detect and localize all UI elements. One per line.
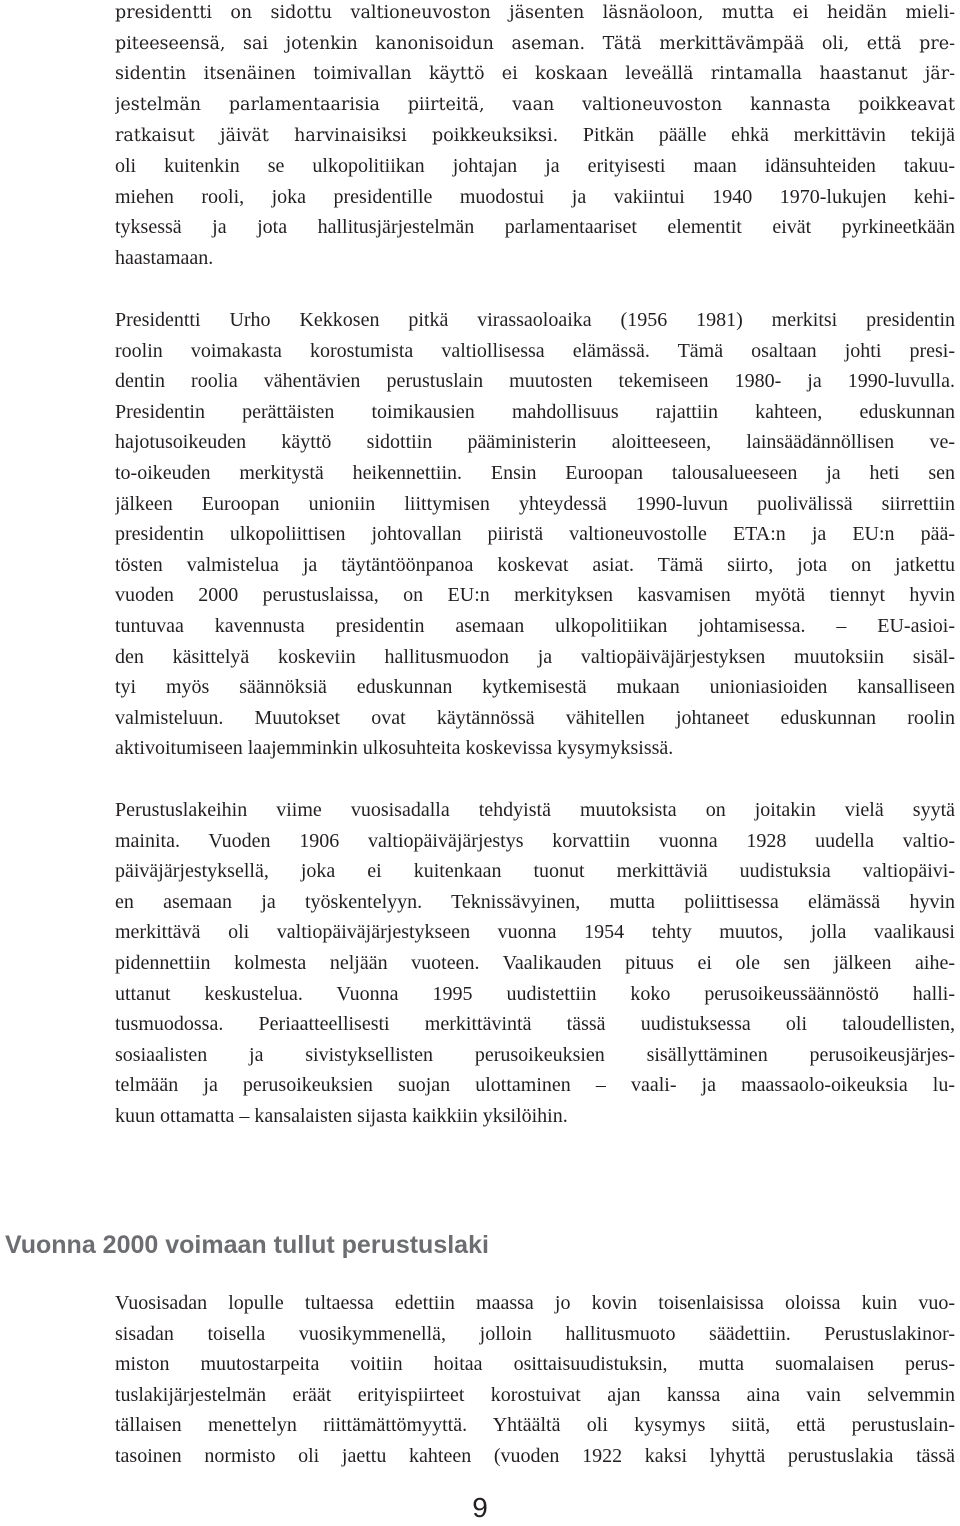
paragraph-line: miehen rooli, joka presidentille muodostui ja vakiintui 1940 1970-lukujen kehi- [115,185,955,208]
paragraph-line: merkittävä oli valtiopäiväjärjestykseen vuonna 1954 tehty muutos, jolla vaalikausi [115,921,955,944]
paragraph-line: tuslakijärjestelmän eräät erityispiirteet korostuivat ajan kanssa aina vain selvemmin [115,1383,955,1406]
paragraph-line: sosiaalisten ja sivistyksellisten perusoikeuksien sisällyttäminen perusoikeusjärjes- [115,1043,955,1066]
paragraph-line: Perustuslakeihin viime vuosisadalla tehdyistä muutoksista on joitakin vielä syytä [115,799,955,821]
paragraph-line: hajotusoikeuden käyttö sidottiin pääministerin aloitteeseen, lainsäädännöllisen ve- [115,431,955,454]
paragraph-line: roolin voimakasta korostumista valtiollisessa elämässä. Tämä osaltaan johti presi- [115,339,955,362]
paragraph-1 [115,0,955,273]
paragraph-line [115,120,955,151]
paragraph-2 [115,305,955,764]
paragraph-line: kuun ottamatta – kansalaisten sijasta kaikkiin yksilöihin. [115,1104,568,1127]
paragraph-line: dentin roolia vähentävien perustuslain muutosten tekemiseen 1980- ja 1990-luvulla. [115,370,955,393]
paragraph-line: haastamaan. [115,246,214,269]
paragraph-line: pidennettiin kolmesta neljään vuoteen. Vaalikauden pituus ei ole sen jälkeen aihe- [115,951,955,974]
paragraph-line: to-oikeuden merkitystä heikennettiin. Ensin Euroopan talousalueeseen ja heti sen [115,461,955,484]
paragraph-line: tösten valmistelua ja täytäntöönpanoa koskevat asiat. Tämä siirto, jota on jatkettu [115,553,955,576]
paragraph-line: aktivoitumiseen laajemminkin ulkosuhteita koskevissa kysymyksissä. [115,737,674,760]
line-segment: ratkaisut jäivät harvinaisiksi poikkeuksiksi. [115,126,559,147]
paragraph-line: oli kuitenkin se ulkopolitiikan johtajan ja erityisesti maan idänsuhteiden takuu- [115,154,955,177]
paragraph-line: tuntuvaa kavennusta presidentin asemaan ulkopolitiikan johtamisessa. – EU-asioi- [115,614,955,637]
paragraph-line: telmään ja perusoikeuksien suojan ulottaminen – vaali- ja maassaolo-oikeuksia lu- [115,1074,955,1097]
paragraph-line: den käsittelyä koskeviin hallitusmuodon ja valtiopäiväjärjestyksen muutoksiin sisäl- [115,645,955,668]
paragraph-line: presidentin ulkopoliittisen johtovallan piiristä valtioneuvostolle ETA:n ja EU:n pää- [115,523,955,546]
line-segment: Pitkän päälle ehkä merkittävin tekijä [582,124,955,147]
paragraph-line: tusmuodossa. Periaatteellisesti merkittävintä tässä uudistuksessa oli taloudellisten, [115,1013,955,1036]
paragraph-line: sidentin itsenäinen toimivallan käyttö ei koskaan leveällä rintamalla haastanut jär- [115,64,955,85]
paragraph-line: jestelmän parlamentaarisia piirteitä, vaan valtioneuvoston kannasta poikkeavat [115,94,955,115]
paragraph-line: valmisteluun. Muutokset ovat käytännössä vähitellen johtaneet eduskunnan roolin [115,706,955,729]
paragraph-line: piteeseensä, sai jotenkin kanonisoidun aseman. Tätä merkittävämpää oli, että pre- [115,33,955,54]
paragraph-line: Presidentti Urho Kekkosen pitkä virassaoloaika (1956 1981) merkitsi presidentin [115,309,955,331]
paragraph-line: vuoden 2000 perustuslaissa, on EU:n merkityksen kasvamisen myötä tiennyt hyvin [115,584,955,607]
paragraph-line: miston muutostarpeita voitiin hoitaa osittaisuudistuksin, mutta suomalaisen perus- [115,1353,955,1376]
paragraph-4 [115,1288,955,1472]
paragraph-line: uttanut keskustelua. Vuonna 1995 uudistettiin koko perusoikeussäännöstö halli- [115,982,955,1005]
paragraph-line: sisadan toisella vuosikymmenellä, jolloin hallitusmuoto säädettiin. Perustuslakinor- [115,1322,955,1345]
page-number: 9 [472,1492,488,1523]
paragraph-3 [115,795,955,1132]
paragraph-line: Vuosisadan lopulle tultaessa edettiin maassa jo kovin toisenlaisissa oloissa kuin vuo- [115,1292,955,1314]
paragraph-line: tyi myös säännöksiä eduskunnan kytkemisestä mukaan unioniasioiden kansalliseen [115,676,955,699]
paragraph-line: presidentti on sidottu valtioneuvoston jäsenten läsnäoloon, mutta ei heidän mieli- [115,3,955,23]
paragraph-line: päiväjärjestyksellä, joka ei kuitenkaan tuonut merkittäviä uudistuksia valtiopäivi- [115,860,955,883]
section-heading: Vuonna 2000 voimaan tullut perustuslaki [5,1231,489,1259]
paragraph-line: Presidentin perättäisten toimikausien mahdollisuus rajattiin kahteen, eduskunnan [115,400,955,423]
paragraph-line: tasoinen normisto oli jaettu kahteen (vuoden 1922 kaksi lyhyttä perustuslakia tässä [115,1444,955,1467]
paragraph-line: jälkeen Euroopan unioniin liittymisen yhteydessä 1990-luvun puolivälissä siirrettiin [115,492,955,515]
paragraph-line: en asemaan ja työskentelyyn. Teknissävyinen, mutta poliittisessa elämässä hyvin [115,890,955,913]
paragraph-line: mainita. Vuoden 1906 valtiopäiväjärjestys korvattiin vuonna 1928 uudella valtio- [115,829,955,852]
paragraph-line: tyksessä ja jota hallitusjärjestelmän parlamentaariset elementit eivät pyrkineetkään [115,216,955,239]
paragraph-line: tällaisen menettelyn riittämättömyyttä. Yhtäältä oli kysymys siitä, että perustuslain- [115,1414,955,1437]
